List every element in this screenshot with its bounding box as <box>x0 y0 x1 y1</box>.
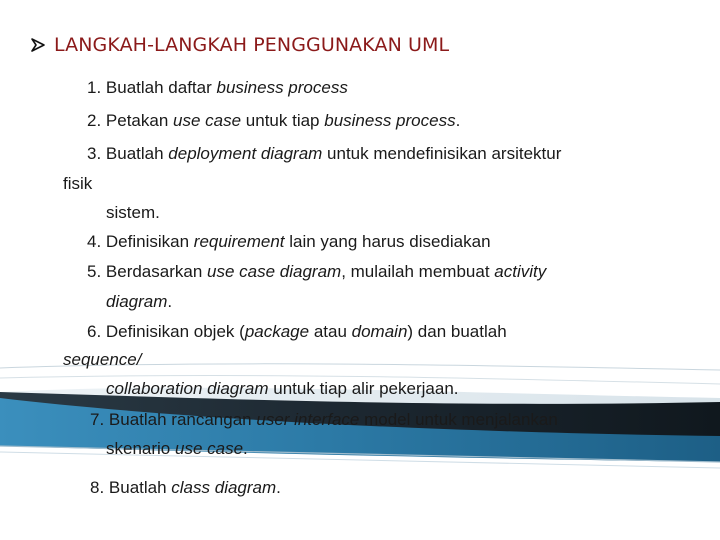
text-segment: 4. Definisikan <box>87 232 194 251</box>
list-line <box>87 144 561 164</box>
text-segment: untuk tiap alir pekerjaan. <box>268 379 459 398</box>
text-segment: . <box>243 439 248 458</box>
text-segment: ) dan buatlah <box>407 322 507 341</box>
list-line <box>106 292 172 312</box>
italic-text-segment: collaboration diagram <box>106 379 269 398</box>
text-segment: skenario <box>106 439 175 458</box>
text-segment: sistem. <box>106 203 160 222</box>
list-line <box>106 203 160 223</box>
italic-text-segment: requirement <box>193 232 285 251</box>
list-line <box>106 439 248 459</box>
italic-text-segment: business process <box>216 78 348 97</box>
list-line <box>63 350 141 370</box>
arrow-bullet-icon <box>30 37 46 53</box>
italic-text-segment: package <box>244 322 310 341</box>
text-segment: model untuk menjalankan <box>359 410 558 429</box>
italic-text-segment: class diagram <box>171 478 277 497</box>
list-line <box>87 232 491 252</box>
italic-text-segment: use case <box>173 111 242 130</box>
text-segment: 7. Buatlah rancangan <box>90 410 257 429</box>
italic-text-segment: use case <box>174 439 244 458</box>
text-segment: fisik <box>63 174 93 193</box>
italic-text-segment: use case diagram <box>207 262 342 281</box>
list-line <box>90 410 558 430</box>
list-line <box>87 78 348 98</box>
text-segment: 5. Berdasarkan <box>87 262 208 281</box>
text-segment: . <box>167 292 173 311</box>
list-line <box>87 322 507 342</box>
text-segment: lain yang harus disediakan <box>284 232 491 251</box>
italic-text-segment: deployment diagram <box>168 144 323 163</box>
list-line <box>87 111 460 131</box>
italic-text-segment: business process <box>324 111 456 130</box>
italic-text-segment: activity <box>494 262 547 281</box>
text-segment: 3. Buatlah <box>87 144 169 163</box>
italic-text-segment: sequence/ <box>63 350 142 369</box>
list-line <box>87 262 546 282</box>
italic-text-segment: user interface <box>256 410 360 429</box>
text-segment: , mulailah membuat <box>341 262 495 281</box>
title-row <box>30 32 449 58</box>
italic-text-segment: domain <box>351 322 408 341</box>
text-segment: . <box>455 111 461 130</box>
slide-title: LANGKAH-LANGKAH PENGGUNAKAN UML <box>54 34 450 56</box>
text-segment: 6. Definisikan objek ( <box>87 322 245 341</box>
text-segment: 2. Petakan <box>87 111 174 130</box>
text-segment: . <box>276 478 281 497</box>
text-segment: atau <box>309 322 352 341</box>
italic-text-segment: diagram <box>106 292 168 311</box>
text-segment: 8. Buatlah <box>90 478 172 497</box>
text-segment: untuk mendefinisikan arsitektur <box>322 144 562 163</box>
list-line <box>63 174 92 194</box>
text-segment: untuk tiap <box>241 111 325 130</box>
list-line <box>90 478 281 498</box>
text-segment: 1. Buatlah daftar <box>87 78 217 97</box>
list-line <box>106 379 459 399</box>
